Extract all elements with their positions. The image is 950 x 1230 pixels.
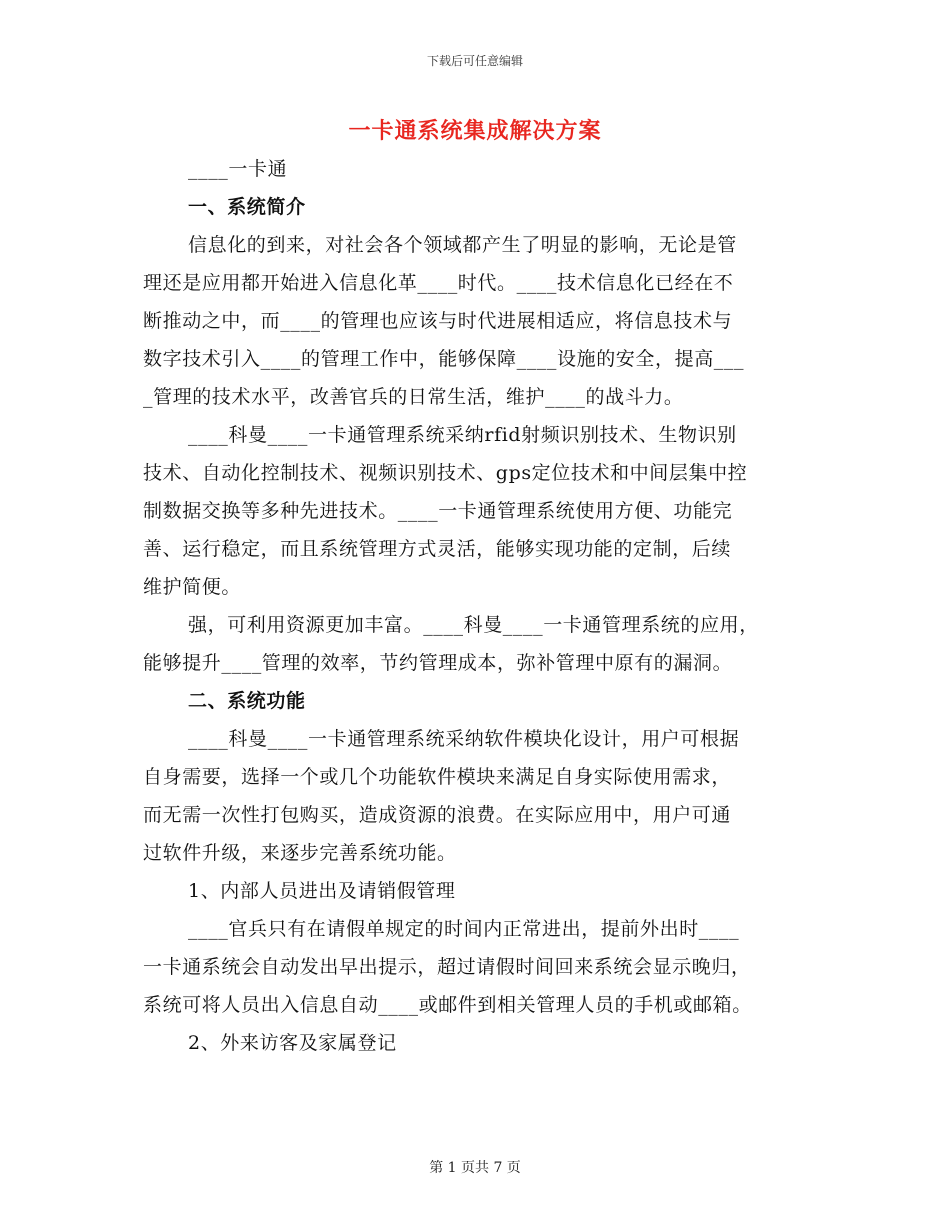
paragraph-line: ____科曼____一卡通管理系统采纳rfid射频识别技术、生物识别 xyxy=(188,424,737,446)
paragraph-leave-management xyxy=(143,910,809,1024)
paragraph-line: 维护简便。 xyxy=(143,576,242,598)
section-heading-functions: 二、系统功能 xyxy=(188,690,306,712)
paragraph-intro xyxy=(143,226,809,416)
paragraph-line: 信息化的到来，对社会各个领域都产生了明显的影响，无论是管 xyxy=(188,234,737,256)
paragraph-line: 数字技术引入____的管理工作中，能够保障____设施的安全，提高___ xyxy=(143,348,745,370)
paragraph-line: 系统可将人员出入信息自动____或邮件到相关管理人员的手机或邮箱。 xyxy=(143,994,752,1016)
paragraph-technologies xyxy=(143,416,809,606)
paragraph-line: 技术、自动化控制技术、视频识别技术、gps定位技术和中间层集中控 xyxy=(143,462,748,484)
paragraph-line: 一卡通系统会自动发出早出提示，超过请假时间回来系统会显示晚归， xyxy=(143,956,751,978)
page-number: 第 1 页共 7 页 xyxy=(429,1160,521,1176)
subsection-heading-visitor-registration: 2、外来访客及家属登记 xyxy=(188,1032,397,1054)
document-body xyxy=(143,150,809,1062)
section-heading-intro: 一、系统简介 xyxy=(188,196,306,218)
paragraph-line: ____官兵只有在请假单规定的时间内正常进出，提前外出时____ xyxy=(188,918,740,940)
paragraph-line: 理还是应用都开始进入信息化革____时代。____技术信息化已经在不 xyxy=(143,272,734,294)
paragraph-line: 强，可利用资源更加丰富。____科曼____一卡通管理系统的应用， xyxy=(188,614,759,636)
paragraph-line: 自身需要，选择一个或几个功能软件模块来满足自身实际使用需求， xyxy=(143,766,732,788)
paragraph-line: ____科曼____一卡通管理系统采纳软件模块化设计，用户可根据 xyxy=(188,728,740,750)
paragraph-line: 制数据交换等多种先进技术。____一卡通管理系统使用方便、功能完 xyxy=(143,500,733,522)
paragraph-line: 能够提升____管理的效率，节约管理成本，弥补管理中原有的漏洞。 xyxy=(143,652,733,674)
paragraph-line: 断推动之中，而____的管理也应该与时代进展相适应，将信息技术与 xyxy=(143,310,733,332)
paragraph-modular-design xyxy=(143,720,809,872)
page-header-note: 下载后可任意编辑 xyxy=(426,54,523,68)
subtitle-line: ____一卡通 xyxy=(188,158,288,180)
subsection-heading-leave-management: 1、内部人员进出及请销假管理 xyxy=(188,880,456,902)
paragraph-line: 善、运行稳定，而且系统管理方式灵活，能够实现功能的定制，后续 xyxy=(143,538,732,560)
paragraph-line: 而无需一次性打包购买，造成资源的浪费。在实际应用中，用户可通 xyxy=(143,804,732,826)
paragraph-line: 过软件升级，来逐步完善系统功能。 xyxy=(143,842,457,864)
paragraph-line: _管理的技术水平，改善官兵的日常生活，维护____的战斗力。 xyxy=(143,386,684,408)
document-title: 一卡通系统集成解决方案 xyxy=(348,118,602,144)
paragraph-benefits xyxy=(143,606,809,682)
